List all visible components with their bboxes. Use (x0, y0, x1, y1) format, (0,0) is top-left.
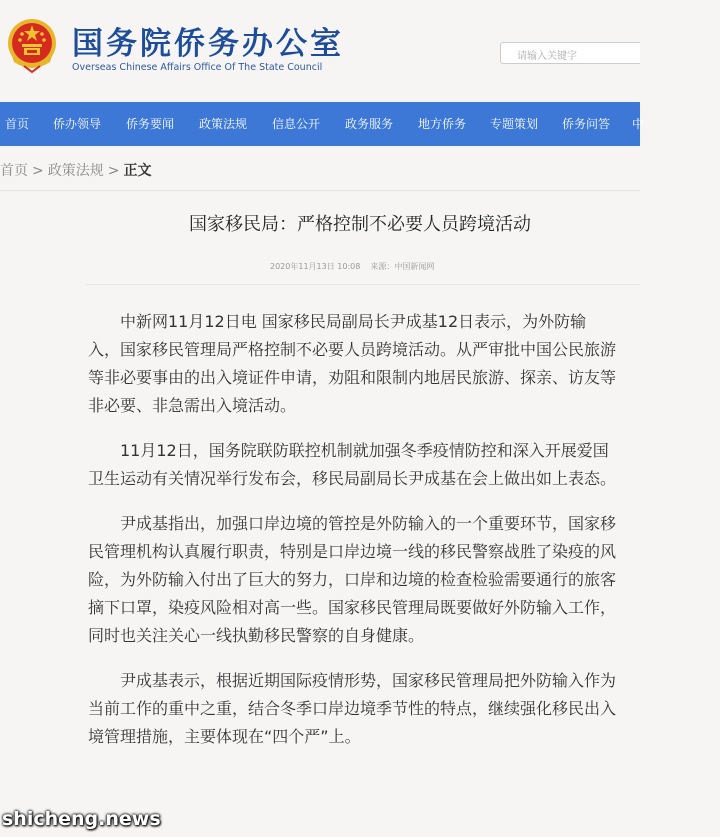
nav-item-leaders[interactable]: 侨办领导 (53, 117, 102, 131)
article-paragraph: 尹成基指出，加强口岸边境的管控是外防输入的一个重要环节，国家移民管理机构认真履行职责，特别是口岸边境一线的移民警察战胜了染疫的风险，为外防输入付出了巨大的努力，口岸和边境的检查检验需要通行的旅客摘下口罩，染疫风险相对高一些。国家移民管理局既要做好外防输入工作，同时也关注关心一线执勤移民警察的自身健康。 (88, 514, 617, 645)
article-date: 2020年11月13日 10:08 (270, 262, 361, 271)
site-title[interactable]: 国务院侨务办公室 (72, 26, 344, 62)
national-emblem-icon (6, 16, 58, 74)
breadcrumb-separator: > (107, 163, 120, 179)
article-body (88, 308, 618, 768)
breadcrumb (0, 160, 151, 180)
nav-item-qa[interactable]: 侨务问答 (562, 117, 611, 131)
nav-item-more[interactable]: 中 (632, 117, 645, 131)
article-paragraph: 尹成基表示，根据近期国际疫情形势，国家移民管理局把外防输入作为当前工作的重中之重，结合冬季口岸边境季节性的特点，继续强化移民出入境管理措施，主要体现在“四个严”上。 (88, 671, 617, 746)
article-paragraph: 11月12日，国务院联防联控机制就加强冬季疫情防控和深入开展爱国卫生运动有关情况举行发布会，移民局副局长尹成基在会上做出如上表态。 (88, 441, 617, 488)
meta-divider (86, 284, 640, 285)
breadcrumb-divider (0, 190, 640, 191)
breadcrumb-home[interactable]: 首页 (0, 163, 28, 179)
breadcrumb-current: 正文 (123, 163, 152, 179)
main-nav (0, 102, 645, 146)
nav-item-home[interactable]: 首页 (5, 117, 30, 131)
nav-item-topics[interactable]: 专题策划 (490, 117, 539, 131)
nav-item-disclosure[interactable]: 信息公开 (272, 117, 321, 131)
search-input[interactable]: 请输入关键字 (500, 42, 640, 64)
watermark: shicheng.news (2, 808, 161, 830)
site-header (0, 0, 640, 100)
nav-item-local[interactable]: 地方侨务 (418, 117, 467, 131)
source-label: 来源： (370, 262, 395, 271)
article-paragraph: 中新网11月12日电 国家移民局副局长尹成基12日表示，为外防输入，国家移民管理局严格控制不必要人员跨境活动。从严审批中国公民旅游等非必要事由的出入境证件申请，劝阻和限制内地居民旅游、探亲、访友等非必要、非急需出入境活动。 (88, 312, 617, 415)
article-source[interactable]: 中国新闻网 (394, 262, 435, 271)
nav-item-news[interactable]: 侨务要闻 (126, 117, 175, 131)
breadcrumb-separator: > (32, 163, 44, 179)
article-title: 国家移民局：严格控制不必要人员跨境活动 (189, 214, 531, 235)
breadcrumb-policy[interactable]: 政策法规 (47, 163, 104, 179)
article-meta (270, 261, 444, 272)
nav-item-services[interactable]: 政务服务 (345, 117, 394, 131)
site-subtitle: Overseas Chinese Affairs Office Of The State Council (72, 62, 323, 73)
nav-item-policy[interactable]: 政策法规 (199, 117, 248, 131)
